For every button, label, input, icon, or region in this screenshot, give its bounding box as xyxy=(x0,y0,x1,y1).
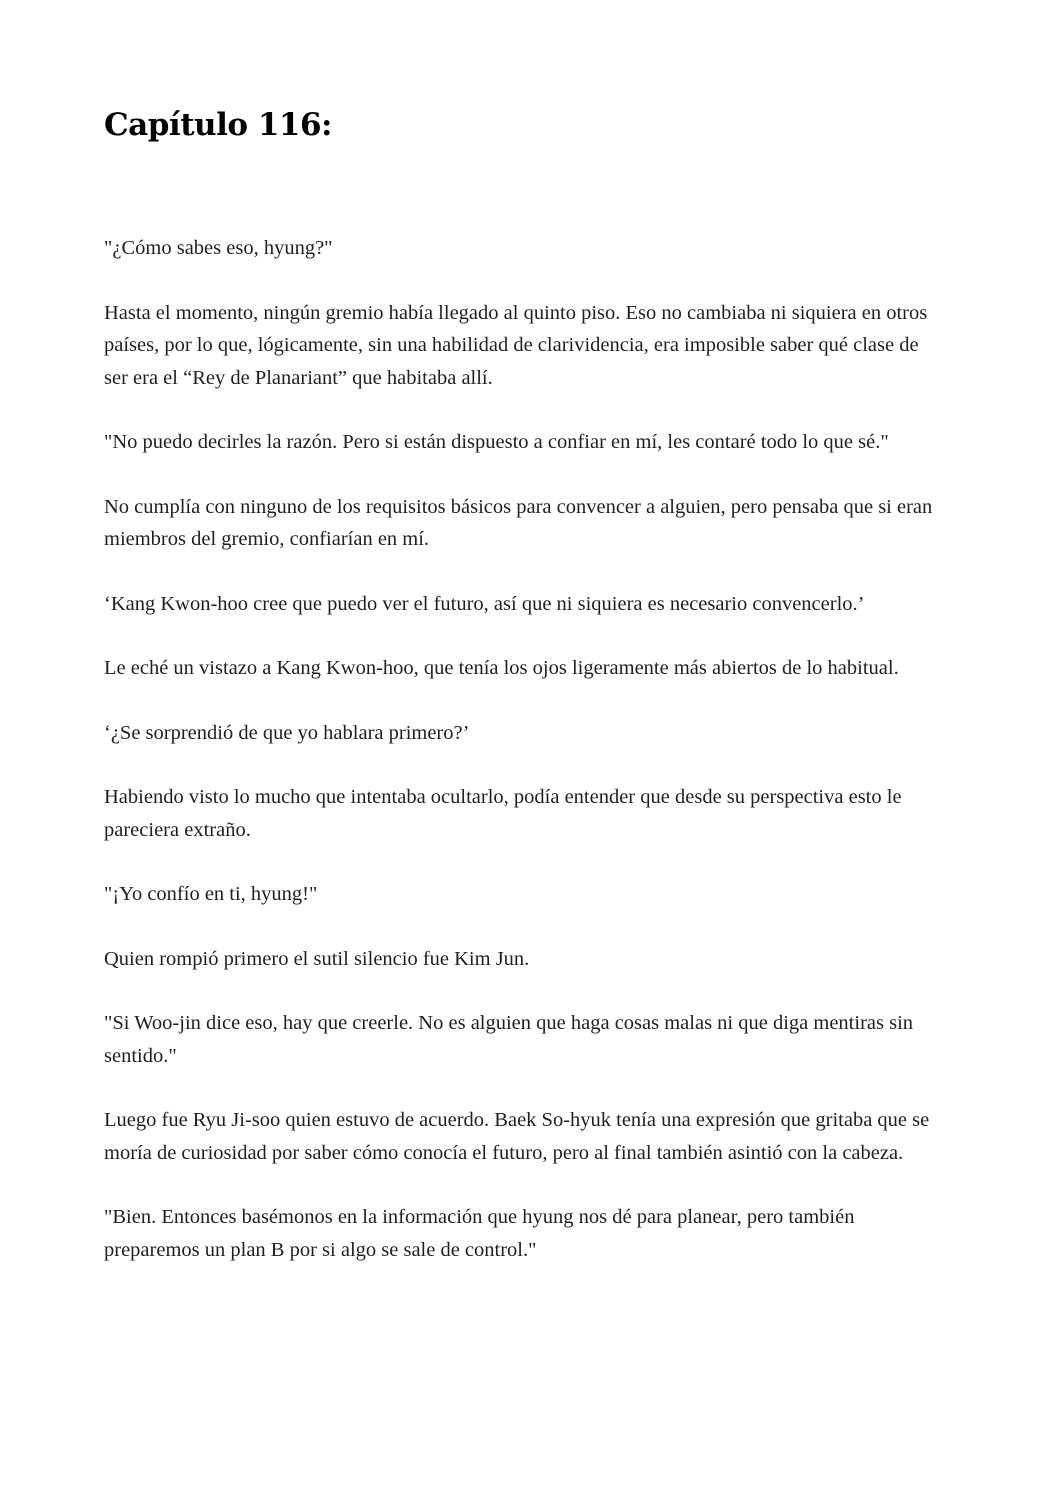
paragraph-13: "Bien. Entonces basémonos en la información que hyung nos dé para planear, pero también preparemos un plan B por si algo se sale de control." xyxy=(104,1206,855,1261)
paragraph-6: Le eché un vistazo a Kang Kwon-hoo, que tenía los ojos ligeramente más abiertos de lo habitual. xyxy=(104,657,899,679)
paragraph-7: ‘¿Se sorprendió de que yo hablara primero?’ xyxy=(104,721,470,744)
paragraph-5: ‘Kang Kwon-hoo cree que puedo ver el futuro, así que ni siquiera es necesario convencerlo.’ xyxy=(104,592,865,615)
paragraph-1: "¿Cómo sabes eso, hyung?" xyxy=(104,237,333,259)
paragraph-2: Hasta el momento, ningún gremio había llegado al quinto piso. Eso no cambiaba ni siquiera en otros países, por lo que, lógicamente, sin una habilidad de clarividencia, era imposible saber qué clase de ser era el “Rey de Planariant” que habitaba allí. xyxy=(104,301,928,389)
paragraph-8: Habiendo visto lo mucho que intentaba ocultarlo, podía entender que desde su perspectiva esto le pareciera extraño. xyxy=(104,786,902,841)
paragraph-11: "Si Woo-jin dice eso, hay que creerle. No es alguien que haga cosas malas ni que diga mentiras sin sentido." xyxy=(104,1012,914,1067)
paragraph-10: Quien rompió primero el sutil silencio fue Kim Jun. xyxy=(104,947,530,970)
chapter-title: Capítulo 116: xyxy=(104,107,332,143)
paragraph-4: No cumplía con ninguno de los requisitos básicos para convencer a alguien, pero pensaba que si eran miembros del gremio, confiarían en mí. xyxy=(104,495,933,550)
paragraph-9: "¡Yo confío en ti, hyung!" xyxy=(104,883,318,905)
paragraph-12: Luego fue Ryu Ji-soo quien estuvo de acuerdo. Baek So-hyuk tenía una expresión que gritaba que se moría de curiosidad por saber cómo conocía el futuro, pero al final también asintió con la cabeza. xyxy=(104,1109,930,1164)
paragraph-3: "No puedo decirles la razón. Pero si están dispuesto a confiar en mí, les contaré todo lo que sé." xyxy=(104,431,889,453)
chapter-body xyxy=(104,232,944,1298)
